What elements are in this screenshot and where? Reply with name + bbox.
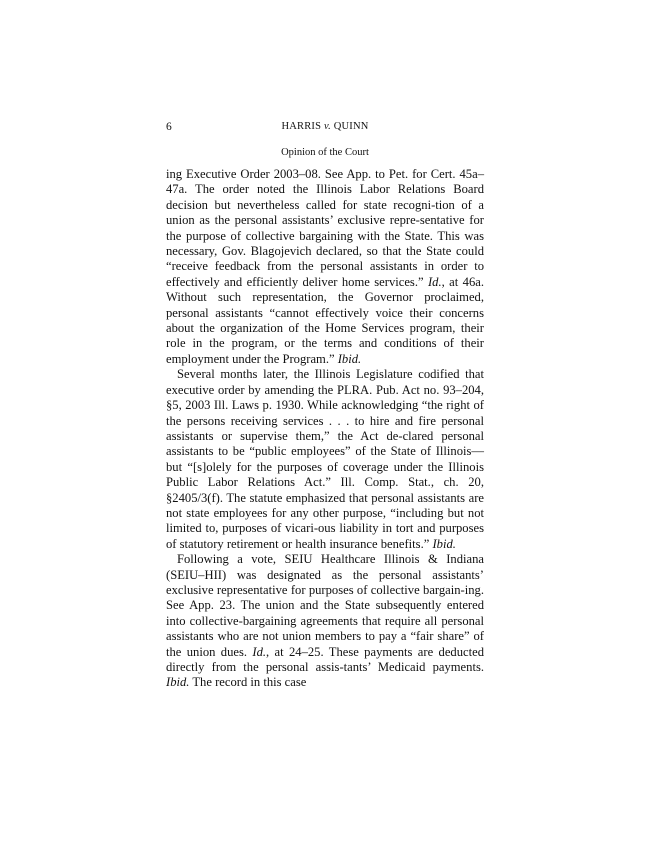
citation-signal: Id. bbox=[252, 644, 267, 659]
citation-signal: Ibid. bbox=[166, 675, 190, 690]
opinion-body-text bbox=[166, 167, 484, 691]
paragraph-text: The record in this case bbox=[189, 675, 307, 690]
page-number: 6 bbox=[166, 121, 172, 133]
body-paragraph bbox=[166, 552, 484, 691]
paragraph-text: Several months later, the Illinois Legislature codified that executive order by amending the PLRA. Pub. Act no. 93–204, §5, 2003 Ill. Laws p. 1930. While acknowledging “the right of the persons receiving services . . . to hire and fire personal assistants or supervise them,” the Act de-clared personal assistants to be “public employees” of the State of Illinois—but “[s]olely for the purposes of coverage under the Illinois Public Labor Relations Act.” Ill. Comp. Stat., ch. 20, §2405/3(f). The statute emphasized that personal assistants are not state employees for any other purpose, “including but not limited to, purposes of vicari-ous liability in tort and purposes of statutory retirement or health insurance benefits.” bbox=[166, 367, 484, 551]
body-paragraph bbox=[166, 367, 484, 552]
case-title-part1: HARRIS bbox=[281, 121, 324, 132]
section-heading: Opinion of the Court bbox=[281, 147, 369, 158]
case-title-versus: v. bbox=[323, 121, 331, 132]
case-title-part2: QUINN bbox=[330, 121, 369, 132]
body-paragraph bbox=[166, 167, 484, 367]
citation-signal: Ibid. bbox=[432, 536, 456, 551]
paragraph-text: , at 46a. Without such representation, the Governor proclaimed, personal assistants “cannot effectively voice their concerns about the organization of the Home Services program, their role in the program, or the terms and conditions of their employment under the Program.” bbox=[166, 274, 484, 366]
running-head-case-title bbox=[0, 121, 650, 132]
paragraph-text: , at 24–25. These payments are deducted directly from the personal assis-tants’ Medicaid payments. bbox=[166, 644, 484, 674]
paragraph-text: Following a vote, SEIU Healthcare Illinois & Indiana (SEIU–HII) was designated as the personal assistants’ exclusive representative for purposes of collective bargain-ing. See App. 23. The union and the State subsequently entered into collective-bargaining agreements that require all personal assistants who are not union members to pay a “fair share” of the union dues. bbox=[166, 552, 484, 659]
paragraph-text: ing Executive Order 2003–08. See App. to Pet. for Cert. 45a–47a. The order noted the Illinois Labor Relations Board decision but nevertheless called for state recogni-tion of a union as the personal assistants’ exclusive repre-sentative for the purpose of collective bargaining with the State. This was necessary, Gov. Blagojevich declared, so that the State could “receive feedback from the personal assistants in order to effectively and efficiently deliver home services.” bbox=[166, 167, 484, 289]
citation-signal: Id. bbox=[427, 274, 442, 289]
citation-signal: Ibid. bbox=[337, 351, 362, 366]
